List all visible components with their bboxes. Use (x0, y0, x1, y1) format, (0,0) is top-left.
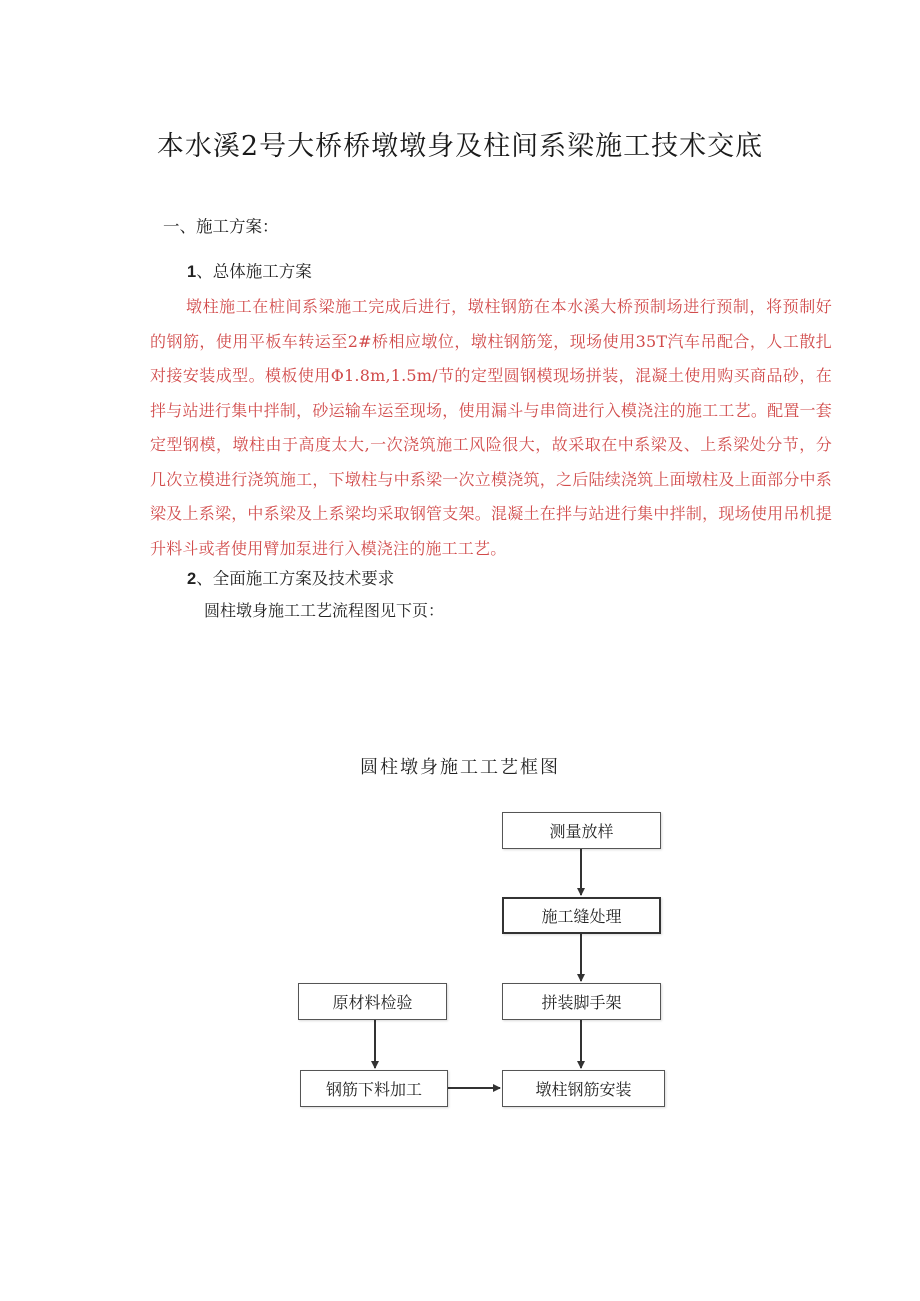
flowchart-title: 圆柱墩身施工工艺框图 (360, 757, 560, 778)
subheading-number: 2 (187, 570, 197, 588)
flow-step-measure: 测量放样 (502, 812, 661, 849)
flow-step-joint-treatment: 施工缝处理 (502, 897, 661, 934)
flow-step-scaffold-assembly: 拼装脚手架 (502, 983, 661, 1020)
subheading-overall-plan (187, 258, 312, 282)
subheading-full-plan (187, 565, 394, 589)
flowchart-reference-text: 圆柱墩身施工工艺流程图见下页： (204, 601, 445, 620)
overall-plan-paragraph: 墩柱施工在桩间系梁施工完成后进行，墩柱钢筋在本水溪大桥预制场进行预制，将预制好的钢筋，使用平板车转运至2#桥相应墩位，墩柱钢筋笼，现场使用35T汽车吊配合，人工散扎对接安装成型。模板使用Φ1.8m,1.5m/节的定型圆钢模现场拼装，混凝土使用购买商品砂，在拌与站进行集中拌制，砂运输车运至现场，使用漏斗与串筒进行入模浇注的施工工艺。配置一套定型钢模，墩柱由于高度太大,一次浇筑施工风险很大，故采取在中系梁及、上系梁处分节，分几次立模进行浇筑施工，下墩柱与中系梁一次立模浇筑，之后陆续浇筑上面墩柱及上面部分中系梁及上系梁，中系梁及上系梁均采取钢管支架。混凝土在拌与站进行集中拌制，现场使用吊机提升料斗或者使用臂加泵进行入模浇注的施工工艺。 (150, 297, 832, 558)
flow-step-material-inspection: 原材料检验 (298, 983, 447, 1020)
section-heading-construction-plan: 一、施工方案： (163, 217, 279, 236)
subheading-label: 、总体施工方案 (196, 262, 312, 281)
subheading-label: 、全面施工方案及技术要求 (196, 569, 395, 588)
subheading-number: 1 (187, 263, 197, 281)
flow-step-rebar-installation: 墩柱钢筋安装 (502, 1070, 665, 1107)
document-title: 本水溪2号大桥桥墩墩身及柱间系梁施工技术交底 (156, 131, 764, 162)
flow-step-rebar-cutting: 钢筋下料加工 (300, 1070, 448, 1107)
